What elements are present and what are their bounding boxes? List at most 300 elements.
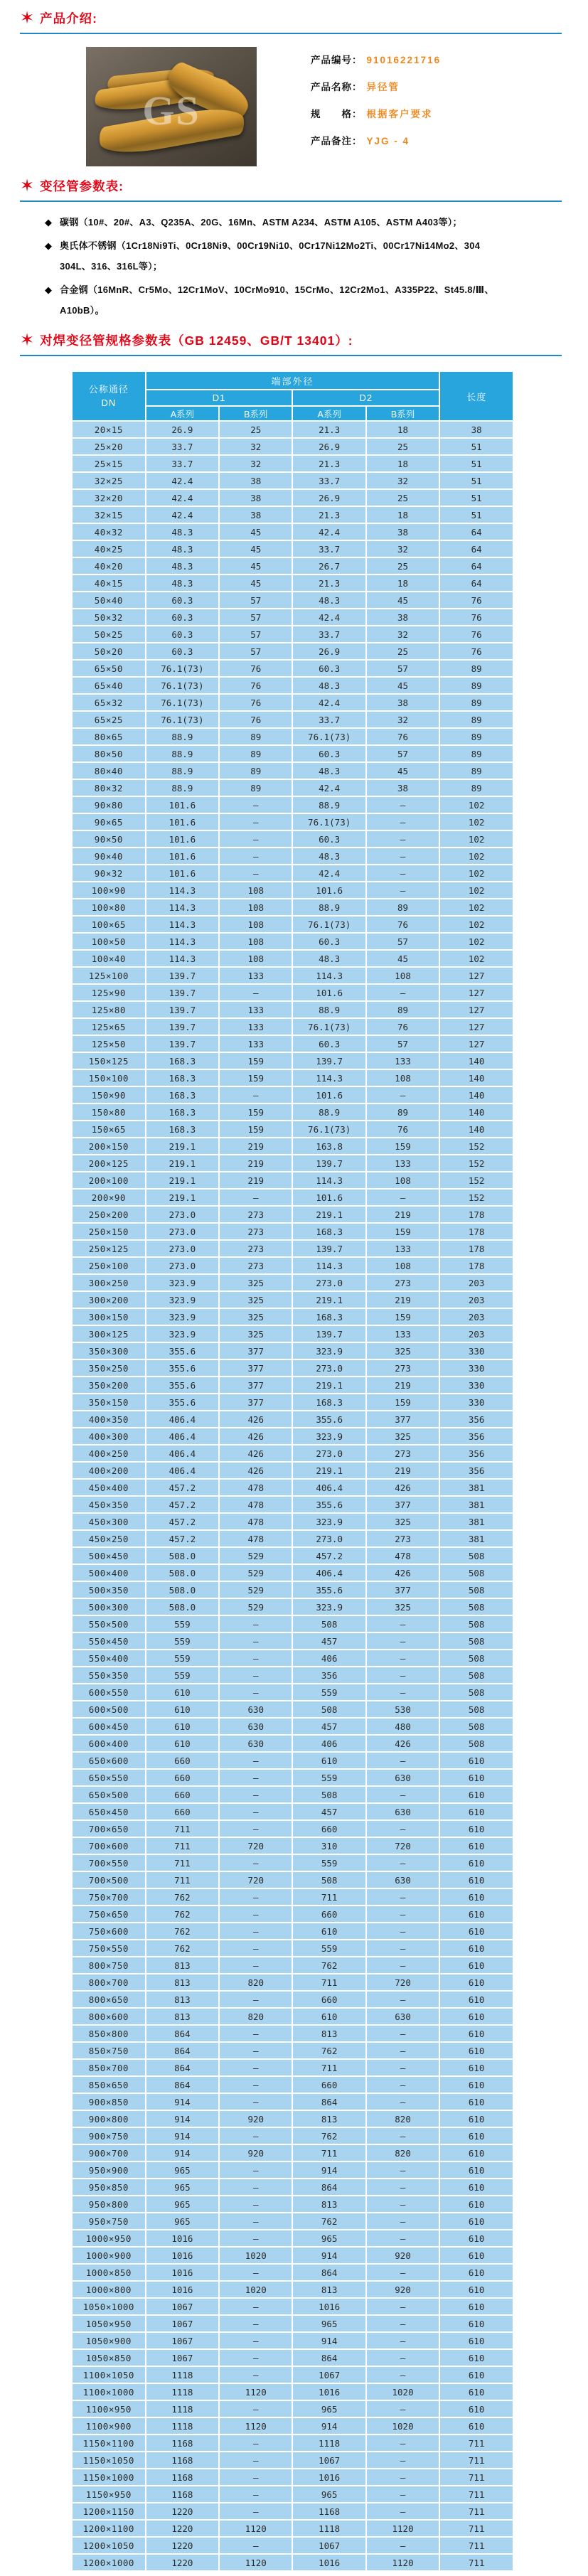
d2-series-b-header: B系列 [367, 407, 439, 420]
value-cell: 610 [440, 1940, 513, 1956]
value-cell: – [220, 2128, 292, 2144]
spec-table-row [73, 1736, 513, 1751]
value-cell: 33.7 [293, 626, 365, 642]
value-cell: 89 [220, 746, 292, 761]
product-field-row [311, 133, 441, 150]
value-cell: 478 [220, 1497, 292, 1512]
product-field-value: 91016221716 [366, 55, 442, 65]
value-cell: 610 [440, 2094, 513, 2110]
product-field-label: 产品备注： [311, 136, 363, 146]
value-cell: 139.7 [293, 1053, 365, 1069]
dn-cell: 850×800 [73, 2026, 145, 2041]
value-cell: 610 [293, 2009, 365, 2024]
value-cell: 1067 [293, 2367, 365, 2383]
value-cell: 720 [220, 1872, 292, 1888]
value-cell: 32 [367, 626, 439, 642]
value-cell: 26.9 [293, 643, 365, 659]
dn-cell: 100×50 [73, 934, 145, 949]
value-cell: 60.3 [293, 831, 365, 847]
value-cell: 178 [440, 1224, 513, 1239]
value-cell: 219 [220, 1172, 292, 1188]
value-cell: 57 [367, 746, 439, 761]
value-cell: 114.3 [293, 1070, 365, 1086]
dn-cell: 650×500 [73, 1787, 145, 1802]
value-cell: 630 [367, 1804, 439, 1819]
dn-cell: 1050×950 [73, 2316, 145, 2331]
value-cell: 330 [440, 1377, 513, 1393]
dn-cell: 65×32 [73, 695, 145, 710]
value-cell: – [367, 1906, 439, 1922]
value-cell: 508 [293, 1872, 365, 1888]
value-cell: 920 [367, 2248, 439, 2263]
value-cell: 89 [367, 1104, 439, 1120]
value-cell: 325 [220, 1326, 292, 1342]
dn-cell: 700×500 [73, 1872, 145, 1888]
value-cell: 42.4 [146, 507, 218, 523]
spec-table-row [73, 541, 513, 557]
value-cell: – [367, 848, 439, 864]
spec-table-row [73, 2350, 513, 2366]
value-cell: 864 [293, 2265, 365, 2280]
spec-table-row [73, 1326, 513, 1342]
value-cell: 32 [220, 456, 292, 471]
value-cell: 559 [293, 1684, 365, 1700]
value-cell: 381 [440, 1531, 513, 1546]
value-cell: 159 [220, 1121, 292, 1137]
value-cell: – [220, 814, 292, 830]
value-cell: 406 [293, 1736, 365, 1751]
value-cell: 108 [367, 968, 439, 983]
value-cell: 57 [220, 626, 292, 642]
value-cell: 273 [220, 1224, 292, 1239]
spec-table-row [73, 2435, 513, 2451]
value-cell: 25 [367, 490, 439, 506]
value-cell: 508.0 [146, 1565, 218, 1581]
value-cell: – [367, 1940, 439, 1956]
value-cell: 219.1 [146, 1172, 218, 1188]
value-cell: 610 [440, 2179, 513, 2195]
value-cell: 426 [220, 1463, 292, 1478]
value-cell: – [220, 1906, 292, 1922]
spec-table-row [73, 1019, 513, 1035]
value-cell: 529 [220, 1548, 292, 1564]
value-cell: 377 [220, 1343, 292, 1359]
dn-cell: 25×15 [73, 456, 145, 471]
value-cell: 88.9 [146, 746, 218, 761]
value-cell: 101.6 [293, 882, 365, 898]
dn-cell: 100×40 [73, 951, 145, 966]
value-cell: 965 [293, 2401, 365, 2417]
spec-table-row [73, 2503, 513, 2519]
value-cell: 610 [440, 2162, 513, 2178]
value-cell: 711 [293, 2060, 365, 2075]
value-cell: 203 [440, 1292, 513, 1308]
value-cell: 610 [440, 1855, 513, 1871]
spec-table-row [73, 1428, 513, 1444]
value-cell: 178 [440, 1207, 513, 1222]
value-cell: 1168 [146, 2435, 218, 2451]
value-cell: 1120 [367, 2521, 439, 2536]
value-cell: 610 [440, 1889, 513, 1905]
spec-table-row [73, 1070, 513, 1086]
dn-cell: 1200×1000 [73, 2555, 145, 2570]
dn-cell: 200×125 [73, 1155, 145, 1171]
value-cell: 711 [293, 2145, 365, 2161]
section-divider [20, 355, 562, 356]
length-column-header: 长度 [440, 372, 513, 420]
value-cell: 610 [146, 1684, 218, 1700]
intro-section-title: 产品介绍: [40, 11, 97, 26]
dn-cell: 200×100 [73, 1172, 145, 1188]
dn-cell: 200×150 [73, 1138, 145, 1154]
value-cell: 163.8 [293, 1138, 365, 1154]
value-cell: 1118 [146, 2367, 218, 2383]
product-intro-block [86, 47, 588, 166]
value-cell: 18 [367, 422, 439, 437]
value-cell: 610 [440, 2265, 513, 2280]
dn-cell: 500×300 [73, 1599, 145, 1615]
spec-table-row [73, 2401, 513, 2417]
value-cell: 48.3 [293, 763, 365, 779]
value-cell: 457.2 [146, 1531, 218, 1546]
value-cell: 610 [440, 1804, 513, 1819]
value-cell: 108 [367, 1258, 439, 1273]
dn-cell: 800×700 [73, 1974, 145, 1990]
value-cell: 76 [367, 1019, 439, 1035]
spec-table-row [73, 1531, 513, 1546]
material-text-line: 304L、316、316L等）； [60, 261, 163, 272]
spec-table-row [73, 1394, 513, 1410]
value-cell: – [220, 848, 292, 864]
value-cell: 108 [367, 1070, 439, 1086]
spec-table-row [73, 712, 513, 727]
dn-cell: 950×900 [73, 2162, 145, 2178]
value-cell: 168.3 [293, 1394, 365, 1410]
dn-cell: 600×450 [73, 1719, 145, 1734]
dn-cell: 65×25 [73, 712, 145, 727]
value-cell: 711 [146, 1838, 218, 1854]
value-cell: 610 [440, 2145, 513, 2161]
dn-cell: 1200×1050 [73, 2538, 145, 2553]
value-cell: 1016 [146, 2265, 218, 2280]
value-cell: 355.6 [146, 1394, 218, 1410]
dn-cell: 1200×1150 [73, 2503, 145, 2519]
value-cell: 33.7 [146, 456, 218, 471]
spec-table-row [73, 1292, 513, 1308]
value-cell: 101.6 [293, 985, 365, 1000]
dn-cell: 125×50 [73, 1036, 145, 1052]
value-cell: 406.4 [146, 1428, 218, 1444]
value-cell: – [367, 1992, 439, 2007]
value-cell: 168.3 [146, 1087, 218, 1103]
value-cell: 101.6 [146, 848, 218, 864]
value-cell: 89 [220, 780, 292, 796]
value-cell: 48.3 [146, 524, 218, 540]
value-cell: – [220, 2367, 292, 2383]
value-cell: 630 [367, 1770, 439, 1785]
material-text-line: A10bB）。 [60, 305, 105, 316]
value-cell: 114.3 [293, 1172, 365, 1188]
value-cell: 1220 [146, 2503, 218, 2519]
value-cell: 1020 [367, 2418, 439, 2434]
product-info [311, 47, 441, 166]
value-cell: – [367, 1087, 439, 1103]
value-cell: 610 [440, 2333, 513, 2348]
value-cell: 273.0 [293, 1445, 365, 1461]
value-cell: 914 [146, 2111, 218, 2127]
value-cell: 102 [440, 934, 513, 949]
spec-table-row [73, 1087, 513, 1103]
value-cell: 711 [146, 1872, 218, 1888]
value-cell: 457.2 [293, 1548, 365, 1564]
value-cell: 273.0 [146, 1224, 218, 1239]
value-cell: – [220, 1855, 292, 1871]
value-cell: – [220, 2094, 292, 2110]
value-cell: 610 [440, 1770, 513, 1785]
value-cell: 57 [367, 934, 439, 949]
value-cell: – [220, 2486, 292, 2502]
value-cell: 64 [440, 575, 513, 591]
value-cell: 26.7 [293, 558, 365, 574]
value-cell: 406.4 [146, 1411, 218, 1427]
spec-table-row [73, 1804, 513, 1819]
value-cell: 33.7 [293, 541, 365, 557]
value-cell: 457 [293, 1804, 365, 1819]
value-cell: 51 [440, 490, 513, 506]
value-cell: 38 [220, 490, 292, 506]
dn-cell: 250×125 [73, 1241, 145, 1256]
value-cell: 1016 [293, 2299, 365, 2314]
dn-cell: 80×40 [73, 763, 145, 779]
spec-table-row [73, 2316, 513, 2331]
value-cell: 325 [367, 1514, 439, 1529]
dn-cell: 650×600 [73, 1753, 145, 1768]
value-cell: 102 [440, 882, 513, 898]
value-cell: 38 [440, 422, 513, 437]
material-text-line: 碳钢（10#、20#、A3、Q235A、20G、16Mn、ASTM A234、ASTM A105、ASTM A403等）； [60, 217, 462, 228]
material-text-line: 合金钢（16MnR、Cr5Mo、12Cr1MoV、10CrMo910、15CrMo、12Cr2Mo1、A335P22、St45.8/Ⅲ、 [60, 284, 494, 295]
value-cell: 33.7 [146, 439, 218, 454]
value-cell: 711 [440, 2469, 513, 2485]
value-cell: 88.9 [293, 1002, 365, 1017]
star-icon: ✶ [20, 176, 35, 196]
value-cell: 48.3 [293, 592, 365, 608]
value-cell: 88.9 [146, 763, 218, 779]
spec-table-row [73, 661, 513, 676]
value-cell: 610 [440, 1974, 513, 1990]
value-cell: 152 [440, 1155, 513, 1171]
value-cell: 965 [146, 2213, 218, 2229]
spec-table-row [73, 1036, 513, 1052]
value-cell: 76 [220, 661, 292, 676]
value-cell: 711 [440, 2486, 513, 2502]
value-cell: 965 [146, 2162, 218, 2178]
product-field-row [311, 106, 441, 123]
value-cell: 26.9 [146, 422, 218, 437]
value-cell: 219 [220, 1138, 292, 1154]
value-cell: 1067 [146, 2333, 218, 2348]
dn-cell: 80×32 [73, 780, 145, 796]
spec-table-row [73, 2094, 513, 2110]
value-cell: 325 [220, 1309, 292, 1325]
value-cell: 965 [293, 2230, 365, 2246]
value-cell: 356 [293, 1667, 365, 1683]
value-cell: 914 [293, 2162, 365, 2178]
value-cell: 610 [440, 2196, 513, 2212]
value-cell: 508 [293, 1787, 365, 1802]
value-cell: 610 [440, 2248, 513, 2263]
value-cell: 610 [440, 1821, 513, 1837]
value-cell: 64 [440, 524, 513, 540]
spec-table-row [73, 831, 513, 847]
dn-cell: 150×65 [73, 1121, 145, 1137]
value-cell: – [367, 882, 439, 898]
value-cell: 133 [220, 968, 292, 983]
spec-table-row [73, 1241, 513, 1256]
value-cell: 114.3 [146, 882, 218, 898]
dn-cell: 800×750 [73, 1957, 145, 1973]
value-cell: 610 [440, 2043, 513, 2058]
dn-cell: 50×20 [73, 643, 145, 659]
spec-table [71, 370, 514, 2572]
dn-cell: 150×125 [73, 1053, 145, 1069]
value-cell: 1120 [220, 2555, 292, 2570]
value-cell: 426 [367, 1565, 439, 1581]
value-cell: 720 [367, 1838, 439, 1854]
value-cell: 965 [146, 2196, 218, 2212]
value-cell: 762 [146, 1940, 218, 1956]
value-cell: 508.0 [146, 1548, 218, 1564]
dn-cell: 1050×1000 [73, 2299, 145, 2314]
value-cell: 48.3 [146, 575, 218, 591]
value-cell: – [367, 2213, 439, 2229]
value-cell: 152 [440, 1190, 513, 1205]
value-cell: 762 [293, 2213, 365, 2229]
value-cell: – [367, 831, 439, 847]
value-cell: 1118 [146, 2418, 218, 2434]
value-cell: 127 [440, 1036, 513, 1052]
value-cell: 762 [293, 1957, 365, 1973]
dn-cell: 150×80 [73, 1104, 145, 1120]
value-cell: – [220, 1940, 292, 1956]
value-cell: 114.3 [146, 934, 218, 949]
product-field-value: 异径管 [366, 82, 400, 92]
value-cell: 133 [367, 1326, 439, 1342]
value-cell: 219.1 [293, 1207, 365, 1222]
spec-table-row [73, 1377, 513, 1393]
spec-table-row [73, 1172, 513, 1188]
value-cell: – [220, 1889, 292, 1905]
value-cell: 478 [220, 1514, 292, 1529]
spec-table-row [73, 1753, 513, 1768]
value-cell: 273 [220, 1207, 292, 1222]
value-cell: – [367, 2094, 439, 2110]
value-cell: 45 [367, 951, 439, 966]
value-cell: – [367, 865, 439, 881]
value-cell: 660 [146, 1787, 218, 1802]
value-cell: 127 [440, 1002, 513, 1017]
value-cell: – [367, 2350, 439, 2366]
value-cell: 355.6 [146, 1343, 218, 1359]
value-cell: – [220, 1753, 292, 1768]
value-cell: 660 [293, 1992, 365, 2007]
value-cell: 406 [293, 1650, 365, 1666]
value-cell: 559 [146, 1616, 218, 1632]
value-cell: 381 [440, 1497, 513, 1512]
value-cell: 88.9 [293, 1104, 365, 1120]
value-cell: 203 [440, 1275, 513, 1290]
value-cell: 762 [146, 1889, 218, 1905]
spec-table-row [73, 1224, 513, 1239]
spec-table-row [73, 1275, 513, 1290]
value-cell: 426 [367, 1736, 439, 1751]
dn-cell: 650×550 [73, 1770, 145, 1785]
spec-table-row [73, 422, 513, 437]
value-cell: 273.0 [293, 1360, 365, 1376]
value-cell: 102 [440, 848, 513, 864]
dn-cell: 100×90 [73, 882, 145, 898]
value-cell: 529 [220, 1599, 292, 1615]
value-cell: 920 [220, 2111, 292, 2127]
value-cell: 920 [220, 2145, 292, 2161]
value-cell: 711 [440, 2538, 513, 2553]
value-cell: 25 [367, 439, 439, 454]
value-cell: 610 [440, 2026, 513, 2041]
value-cell: 610 [440, 2213, 513, 2229]
value-cell: – [220, 1787, 292, 1802]
value-cell: 45 [220, 524, 292, 540]
value-cell: – [220, 2401, 292, 2417]
value-cell: – [367, 1684, 439, 1700]
value-cell: 381 [440, 1514, 513, 1529]
value-cell: 1168 [146, 2469, 218, 2485]
value-cell: 1067 [293, 2538, 365, 2553]
spec-table-row [73, 1787, 513, 1802]
value-cell: 60.3 [146, 626, 218, 642]
value-cell: 762 [146, 1906, 218, 1922]
value-cell: 76 [440, 609, 513, 625]
value-cell: 355.6 [146, 1360, 218, 1376]
spec-table-row [73, 1889, 513, 1905]
value-cell: 914 [293, 2418, 365, 2434]
value-cell: 108 [220, 951, 292, 966]
product-field-row [311, 52, 441, 69]
value-cell: 203 [440, 1326, 513, 1342]
spec-table-row [73, 1480, 513, 1495]
dn-cell: 450×400 [73, 1480, 145, 1495]
value-cell: 914 [146, 2128, 218, 2144]
value-cell: – [367, 2060, 439, 2075]
value-cell: 914 [146, 2145, 218, 2161]
value-cell: 864 [293, 2350, 365, 2366]
value-cell: – [220, 1616, 292, 1632]
spec-table-row [73, 1002, 513, 1017]
value-cell: 610 [440, 1992, 513, 2007]
value-cell: – [367, 1633, 439, 1649]
value-cell: 864 [293, 2094, 365, 2110]
value-cell: 273 [367, 1275, 439, 1290]
product-photo [86, 47, 257, 166]
value-cell: 33.7 [293, 473, 365, 488]
value-cell: – [220, 797, 292, 813]
value-cell: – [220, 1804, 292, 1819]
value-cell: – [367, 2316, 439, 2331]
dn-cell: 400×300 [73, 1428, 145, 1444]
value-cell: 720 [367, 1974, 439, 1990]
value-cell: 159 [367, 1394, 439, 1410]
value-cell: 45 [220, 541, 292, 557]
dn-cell: 750×550 [73, 1940, 145, 1956]
